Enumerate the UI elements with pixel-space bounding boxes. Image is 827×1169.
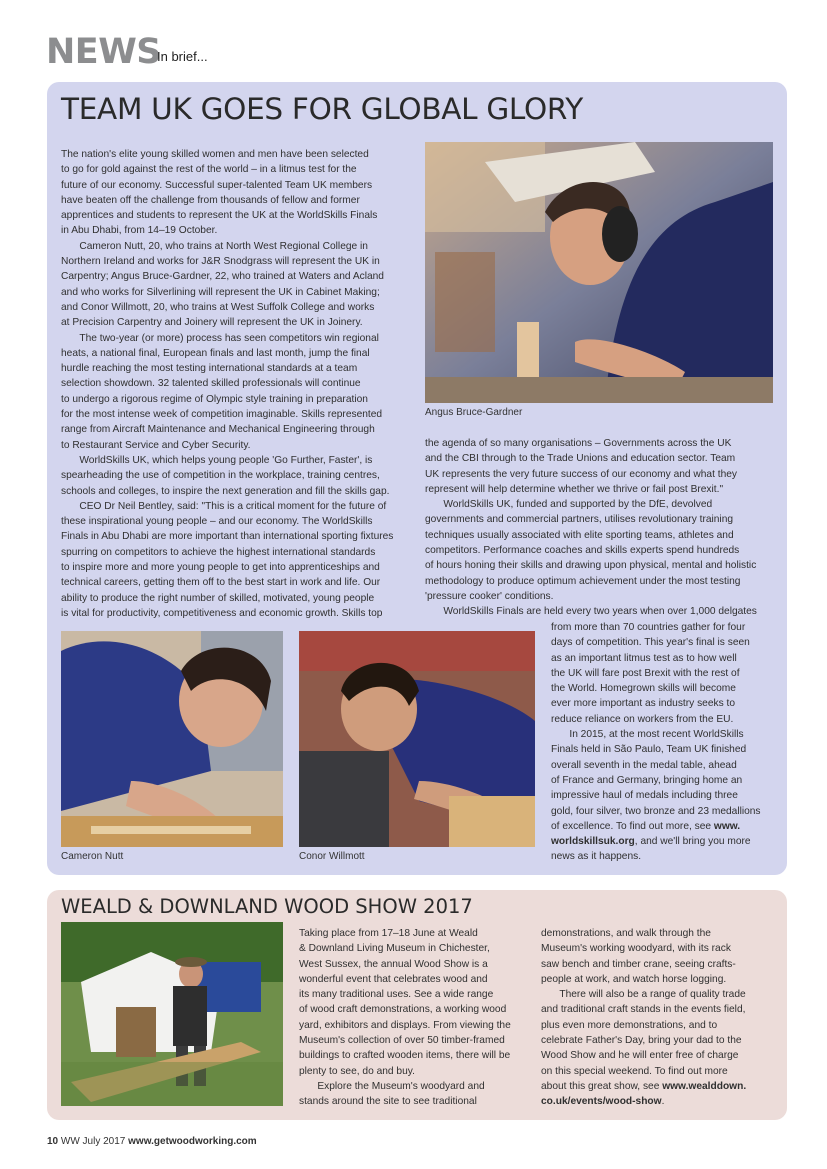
text-line: CEO Dr Neil Bentley, said: "This is a critical moment for the future of	[79, 500, 387, 512]
paragraph-link-line	[541, 1094, 781, 1109]
text-line: is vital for productivity, competitiveness and economic growth. Skills top	[61, 607, 383, 619]
text-line: on this special weekend. To find out more	[541, 1065, 728, 1077]
paragraph	[425, 497, 780, 604]
paragraph-lead-line: WorldSkills Finals are held every two years when over 1,000 delgates	[443, 606, 757, 617]
link-wealddown-path[interactable]: co.uk/events/wood-show	[541, 1096, 662, 1108]
text-line: WorldSkills UK, funded and supported by the DfE, devolved	[443, 499, 713, 511]
text-line: reduce reliance on workers from the EU.	[551, 713, 734, 725]
text-line: its many traditional uses. See a wide range	[299, 989, 494, 1001]
text-line: at Precision Carpentry and Joinery will represent the UK in Joinery.	[61, 317, 363, 329]
article2-body-column-1	[299, 926, 531, 1110]
paragraph-link-line	[551, 834, 781, 849]
text-line: The nation's elite young skilled women and men have been selected	[61, 149, 369, 160]
link-wealddown[interactable]: www.wealddown.	[662, 1080, 747, 1092]
section-label: NEWS	[46, 32, 162, 72]
text-line: buildings to crafted wooden items, there will be	[299, 1050, 511, 1062]
text-line: methodology to produce optimum achievement under the most testing	[425, 575, 741, 587]
text-line: of wood craft demonstrations, a working wood	[299, 1004, 507, 1016]
text-line: for the most intense week of competition imaginable. Skills represented	[61, 409, 383, 421]
text-line: Wood Show and he will enter free of charge	[541, 1050, 739, 1062]
text-line: people at work, and watch horse logging.	[541, 973, 727, 985]
issue-label: WW July 2017	[60, 1136, 126, 1147]
text-line: yard, exhibitors and displays. From viewing the	[299, 1019, 511, 1031]
article-body-column-1	[61, 147, 421, 621]
text-line: celebrate Father's Day, bring your dad to the	[541, 1035, 742, 1047]
text-line: Northern Ireland and works for J&R Snodgrass will represent the UK in	[61, 256, 380, 268]
text-line: selection showdown. 32 talented skilled professionals will continue	[61, 378, 361, 390]
text-line: overall seventh in the medal table, ahead	[551, 759, 737, 771]
paragraph	[425, 436, 780, 497]
text-line: have beaten off the challenge from thousands of fellow and former	[61, 194, 360, 206]
article-body-column-3	[551, 620, 781, 865]
text-line: spearheading the use of competition in the workplace, training centres,	[61, 470, 380, 482]
paragraph	[61, 239, 421, 331]
section-subtitle: In brief...	[157, 49, 208, 64]
text-line: to go for gold against the rest of the world – in a litmus test for the	[61, 164, 357, 176]
text-line: heats, a national final, European finals and last month, jump the final	[61, 347, 370, 359]
paragraph	[551, 620, 781, 727]
text-line: of France and Germany, bringing home an	[551, 774, 743, 786]
text: , and we'll bring you more	[634, 836, 751, 848]
text-line: stands around the site to see traditional	[299, 1096, 477, 1108]
text-line: Carpentry; Angus Bruce-Gardner, 22, who trained at Waters and Acland	[61, 271, 384, 283]
paragraph	[61, 453, 421, 499]
text-line: range from Aircraft Maintenance and Mechanical Engineering through	[61, 424, 375, 436]
paragraph	[61, 331, 421, 453]
text-line: Finals in Abu Dhabi are more important than international sporting fixtures	[61, 531, 394, 543]
text-line: gold, four silver, two bronze and 23 medallions	[551, 805, 761, 817]
text-line: technical careers, getting them off to the best start in work and life. Our	[61, 577, 381, 589]
article-body-column-2	[425, 436, 780, 604]
text-line: spurring on competitors to achieve the highest international standards	[61, 546, 376, 558]
text-line: governments and commercial partners, utilises revolutionary training	[425, 514, 734, 526]
text: about this great show, see	[541, 1080, 663, 1092]
link-worldskills-domain[interactable]: worldskillsuk.org	[551, 836, 635, 848]
text-line: plus even more demonstrations, and to	[541, 1019, 718, 1031]
text-line: Museum's working woodyard, with its rack	[541, 943, 731, 955]
text-line: and traditional craft stands in the events field,	[541, 1004, 746, 1016]
text-line: and Conor Willmott, 20, who trains at West Suffolk College and works	[61, 301, 375, 313]
paragraph-last-line: news as it happens.	[551, 851, 642, 863]
text-line: impressive haul of medals including three	[551, 790, 738, 802]
text-line: West Sussex, the annual Wood Show is a	[299, 958, 488, 970]
article-title: TEAM UK GOES FOR GLOBAL GLORY	[61, 92, 583, 126]
page-footer	[47, 1136, 257, 1147]
link-worldskills[interactable]: www.	[713, 820, 741, 832]
text-line: represent will help determine whether we thrive or fail post Brexit."	[425, 483, 724, 495]
paragraph	[61, 499, 421, 621]
text-line: the UK will fare post Brexit with the rest of	[551, 667, 740, 679]
text-line: ability to produce the right number of skilled, motivated, young people	[61, 592, 375, 604]
text-line: Taking place from 17–18 June at Weald	[299, 928, 478, 939]
text-line: as an important litmus test as to how well	[551, 652, 737, 664]
text-line: Explore the Museum's woodyard and	[317, 1080, 485, 1092]
article-title: WEALD & DOWNLAND WOOD SHOW 2017	[61, 895, 473, 918]
photo-conor-willmott	[299, 631, 535, 847]
text-line: to undergo a rigorous regime of Olympic style training in preparation	[61, 393, 368, 405]
text-line: apprentices and students to represent the UK at the WorldSkills Finals	[61, 210, 378, 222]
text-line: days of competition. This year's final is seen	[551, 637, 750, 649]
text-line: WorldSkills UK, which helps young people 'Go Further, Faster', is	[79, 454, 373, 466]
text: .	[661, 1096, 665, 1108]
text-line: of hours honing their skills and drawing upon physical, mental and holistic	[425, 560, 757, 572]
text-line: the agenda of so many organisations – Governments across the UK	[425, 438, 732, 449]
text-line: wonderful event that celebrates wood and	[299, 973, 488, 985]
text-line: hurdle reaching the most testing international standards at a team	[61, 363, 358, 375]
text-line: 'pressure cooker' conditions.	[425, 590, 554, 602]
paragraph	[551, 727, 781, 819]
text-line: the World. Homegrown skills will become	[551, 683, 736, 695]
text-line: There will also be a range of quality trade	[559, 989, 746, 1001]
paragraph	[61, 147, 421, 239]
text-line: future of our economy. Successful super-talented Team UK members	[61, 179, 373, 191]
paragraph	[541, 926, 781, 987]
footer-url[interactable]: www.getwoodworking.com	[128, 1136, 257, 1147]
text-line: Cameron Nutt, 20, who trains at North West Regional College in	[79, 240, 368, 252]
text-line: and the CBI through to the Trade Unions and education sector. Team	[425, 453, 736, 465]
text-line: to inspire more and more young people to get into apprenticeships and	[61, 562, 380, 574]
paragraph	[299, 926, 531, 1079]
text-line: The two-year (or more) process has seen competitors win regional	[79, 332, 379, 344]
text-line: saw bench and timber crane, seeing crafts-	[541, 958, 736, 970]
text-line: schools and colleges, to inspire the next generation and fill the skills gap.	[61, 485, 390, 497]
article2-body-column-2	[541, 926, 781, 1110]
paragraph	[299, 1079, 531, 1110]
paragraph-link-line	[551, 819, 781, 834]
paragraph	[541, 987, 781, 1079]
text-line: Museum's collection of over 50 timber-framed	[299, 1035, 505, 1047]
photo-wood-show	[61, 922, 283, 1106]
text-line: to Restaurant Service and Cyber Security.	[61, 439, 251, 451]
text-line: these inspirational young people – and our economy. The WorldSkills	[61, 516, 373, 528]
caption-conor: Conor Willmott	[299, 851, 365, 862]
text-line: techniques usually associated with elite sporting teams, athletes and	[425, 529, 734, 541]
text-line: in Abu Dhabi, from 14–19 October.	[61, 225, 218, 237]
text-line: UK represents the very future success of our economy and what they	[425, 468, 738, 480]
text-line: In 2015, at the most recent WorldSkills	[569, 729, 744, 741]
text-line: and who works for Silverlining will represent the UK in Cabinet Making;	[61, 286, 380, 298]
text-line: demonstrations, and walk through the	[541, 928, 711, 939]
page-number: 10	[47, 1136, 59, 1147]
photo-cameron-nutt	[61, 631, 283, 847]
text-line: & Downland Living Museum in Chichester,	[299, 943, 490, 955]
caption-angus: Angus Bruce-Gardner	[425, 407, 523, 418]
text-line: ever more important as industry seeks to	[551, 698, 736, 710]
paragraph-link-line	[541, 1079, 781, 1094]
text-line: from more than 70 countries gather for four	[551, 622, 746, 633]
caption-cameron: Cameron Nutt	[61, 851, 124, 862]
photo-angus-bruce-gardner	[425, 142, 773, 403]
text: of excellence. To find out more, see	[551, 820, 714, 832]
text-line: competitors. Performance coaches and skills experts spend hundreds	[425, 545, 740, 557]
text-line: plenty to see, do and buy.	[299, 1065, 415, 1077]
text-line: Finals held in São Paulo, Team UK finished	[551, 744, 747, 756]
